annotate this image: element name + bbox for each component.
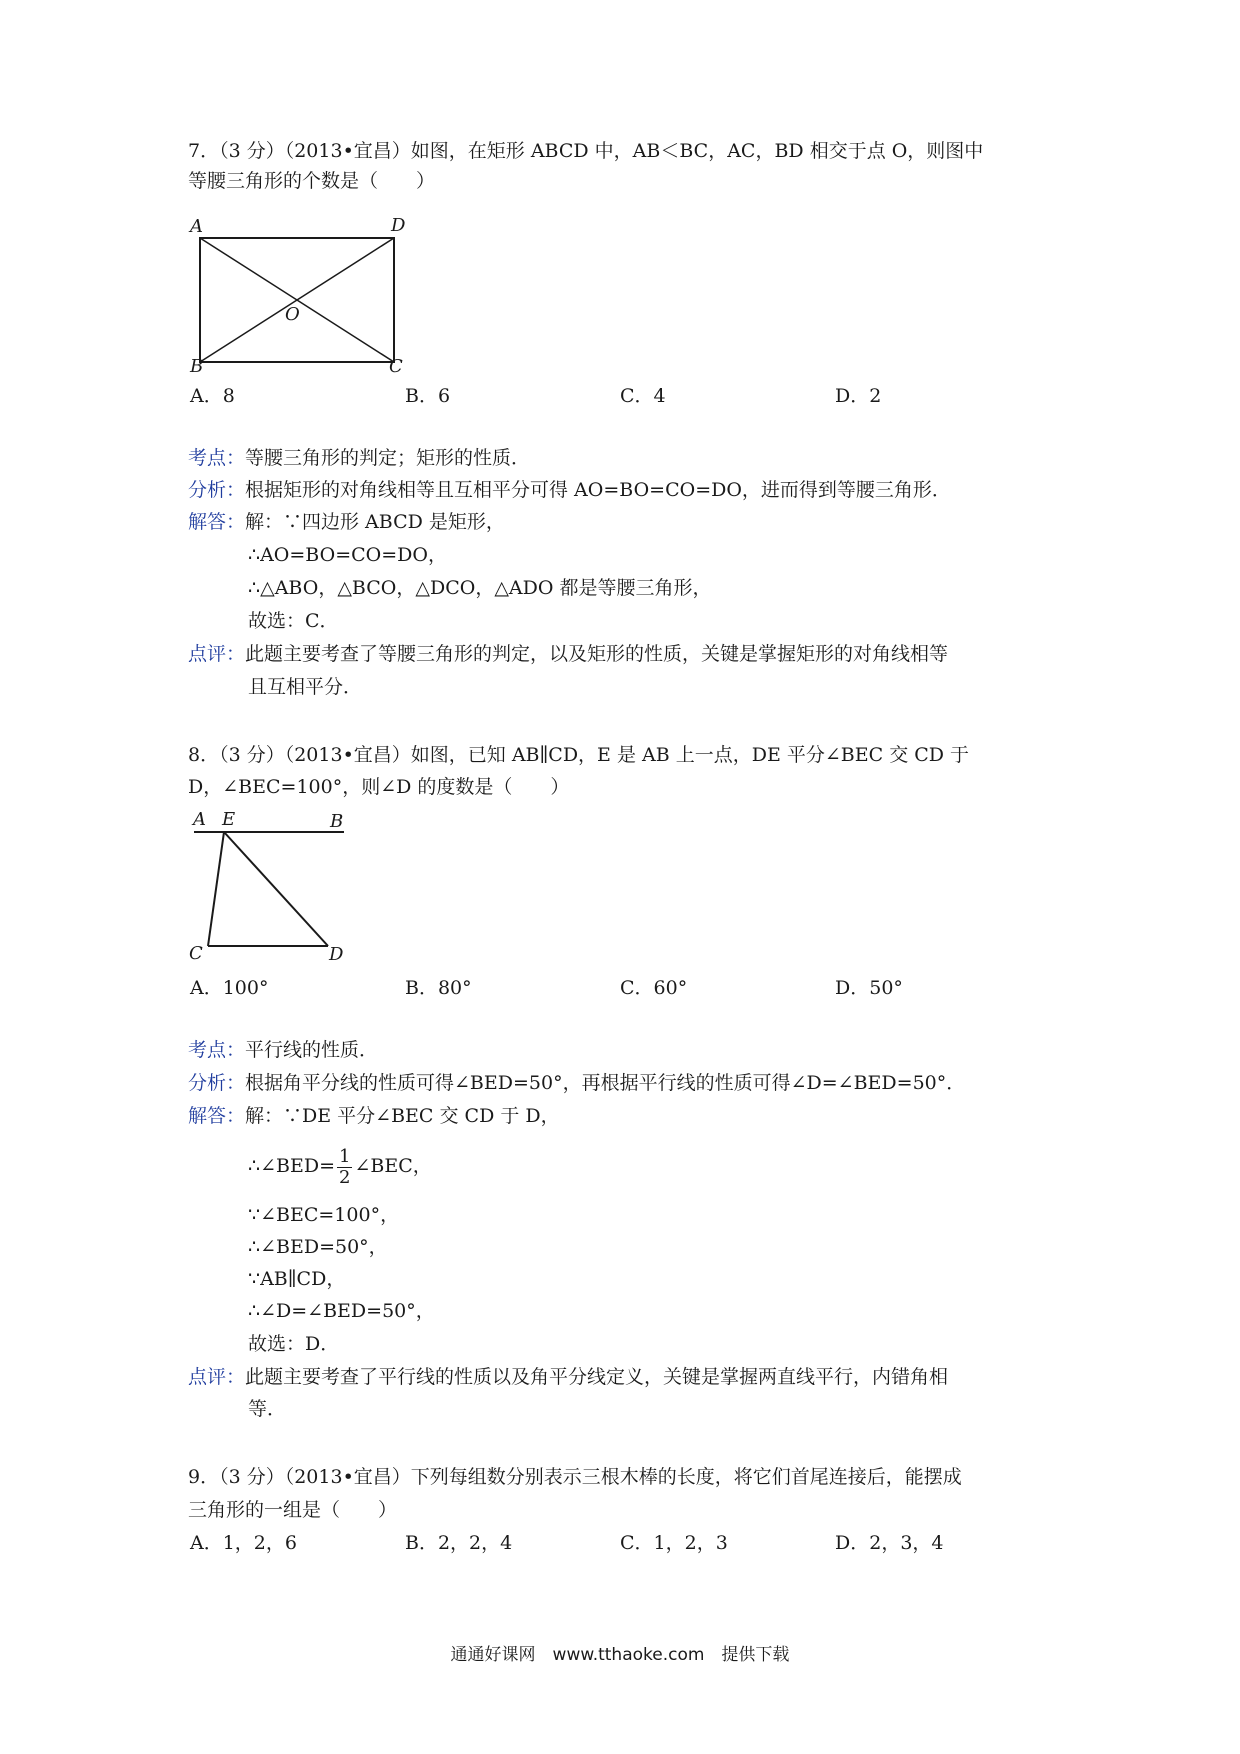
q8-dianping-line1: 此题主要考查了平行线的性质以及角平分线定义，关键是掌握两直线平行，内错角相 bbox=[245, 1366, 949, 1388]
segment-ec bbox=[208, 832, 224, 946]
q7-fenxi-text: 根据矩形的对角线相等且互相平分可得 AO=BO=CO=DO，进而得到等腰三角形． bbox=[245, 479, 951, 501]
q7-dianping-line2: 且互相平分． bbox=[248, 676, 363, 698]
q9-stem-line2: 三角形的一组是（ ） bbox=[188, 1499, 398, 1521]
q8-fenxi bbox=[188, 1068, 965, 1098]
q7-rectangle-figure bbox=[180, 210, 410, 380]
q8-option-a: A．100° bbox=[190, 977, 269, 999]
q8-jieda-line6: ∴∠D=∠BED=50°， bbox=[248, 1300, 435, 1322]
q8-jieda-label: 解答： bbox=[188, 1105, 246, 1127]
q8-option-c: C．60° bbox=[620, 977, 688, 999]
q8-fig-label-a: A bbox=[193, 809, 206, 830]
q8-stem-line1: 8．（3 分）（2013•宜昌）如图，已知 AB∥CD，E 是 AB 上一点，DE 平分∠BEC 交 CD 于 bbox=[188, 744, 970, 766]
q8-stem-line2: D，∠BEC=100°，则∠D 的度数是（ ） bbox=[188, 776, 570, 798]
q8-fig-label-d: D bbox=[329, 944, 344, 965]
fraction-one-half bbox=[337, 1147, 352, 1188]
q7-fig-label-d: D bbox=[391, 215, 406, 236]
q8-fenxi-label: 分析： bbox=[188, 1072, 246, 1094]
q7-kaodian bbox=[188, 443, 530, 473]
q8-jieda-line5: ∵AB∥CD， bbox=[248, 1268, 346, 1290]
q7-option-c: C．4 bbox=[620, 385, 666, 407]
q8-fig-label-e: E bbox=[222, 809, 236, 830]
q8-jieda-line3: ∵∠BEC=100°， bbox=[248, 1204, 400, 1226]
q8-kaodian-text: 平行线的性质． bbox=[245, 1039, 379, 1061]
q7-jieda-label: 解答： bbox=[188, 511, 246, 533]
q7-dianping bbox=[188, 639, 948, 669]
q8-jieda bbox=[188, 1101, 560, 1131]
q7-kaodian-text: 等腰三角形的判定；矩形的性质． bbox=[245, 447, 531, 469]
q7-fig-label-o: O bbox=[285, 304, 300, 325]
q9-option-b: B．2，2，4 bbox=[405, 1532, 513, 1554]
q8-jieda-fraction-line bbox=[248, 1144, 432, 1188]
q8-jieda-line1: 解：∵DE 平分∠BEC 交 CD 于 D， bbox=[245, 1105, 560, 1127]
q8-jieda-line4: ∴∠BED=50°， bbox=[248, 1236, 388, 1258]
q8-dianping-line2: 等． bbox=[248, 1398, 287, 1420]
q8-fenxi-text: 根据角平分线的性质可得∠BED=50°，再根据平行线的性质可得∠D=∠BED=50°． bbox=[245, 1072, 966, 1094]
q8-option-d: D．50° bbox=[835, 977, 903, 999]
q7-dianping-label: 点评： bbox=[188, 643, 246, 665]
q7-fig-label-b: B bbox=[190, 356, 204, 377]
q7-fig-label-a: A bbox=[190, 216, 203, 237]
q8-option-b: B．80° bbox=[405, 977, 472, 999]
q7-stem-line1: 7．（3 分）（2013•宜昌）如图，在矩形 ABCD 中，AB＜BC，AC，BD 相交于点 O，则图中 bbox=[188, 140, 984, 162]
q8-fig-label-b: B bbox=[330, 811, 344, 832]
q9-option-a: A．1，2，6 bbox=[190, 1532, 297, 1554]
q8-dianping-label: 点评： bbox=[188, 1366, 246, 1388]
q9-option-d: D．2，3，4 bbox=[835, 1532, 944, 1554]
fraction-denominator: 2 bbox=[339, 1166, 351, 1188]
q7-fig-label-c: C bbox=[389, 356, 403, 377]
q8-dianping bbox=[188, 1362, 948, 1392]
q8-kaodian-label: 考点： bbox=[188, 1039, 246, 1061]
q7-stem-line2: 等腰三角形的个数是（ ） bbox=[188, 170, 436, 192]
q7-dianping-line1: 此题主要考查了等腰三角形的判定，以及矩形的性质，关键是掌握矩形的对角线相等 bbox=[245, 643, 949, 665]
fraction-numerator: 1 bbox=[339, 1145, 351, 1167]
q7-jieda-line3: ∴△ABO，△BCO，△DCO，△ADO 都是等腰三角形， bbox=[248, 577, 712, 599]
q7-option-b: B．6 bbox=[405, 385, 451, 407]
q7-option-d: D．2 bbox=[835, 385, 882, 407]
q8-jieda-line7: 故选：D． bbox=[248, 1333, 340, 1355]
q7-jieda bbox=[188, 507, 505, 537]
q7-jieda-line2: ∴AO=BO=CO=DO， bbox=[248, 544, 447, 566]
q7-jieda-line1: 解：∵四边形 ABCD 是矩形， bbox=[245, 511, 505, 533]
q7-fenxi-label: 分析： bbox=[188, 479, 246, 501]
q7-option-a: A．8 bbox=[190, 385, 235, 407]
q7-fenxi bbox=[188, 475, 951, 505]
segment-ed bbox=[224, 832, 328, 946]
q8-fig-label-c: C bbox=[189, 943, 203, 964]
q9-stem-line1: 9．（3 分）（2013•宜昌）下列每组数分别表示三根木棒的长度，将它们首尾连接后，能摆成 bbox=[188, 1466, 962, 1488]
q8-frac-pre: ∴∠BED= bbox=[248, 1155, 335, 1177]
q8-kaodian bbox=[188, 1035, 378, 1065]
q7-jieda-line4: 故选：C． bbox=[248, 610, 339, 632]
page-footer: 通通好课网 www.tthaoke.com 提供下载 bbox=[450, 1645, 790, 1665]
q9-option-c: C．1，2，3 bbox=[620, 1532, 728, 1554]
q7-kaodian-label: 考点： bbox=[188, 447, 246, 469]
q8-frac-post: ∠BEC， bbox=[354, 1155, 432, 1177]
